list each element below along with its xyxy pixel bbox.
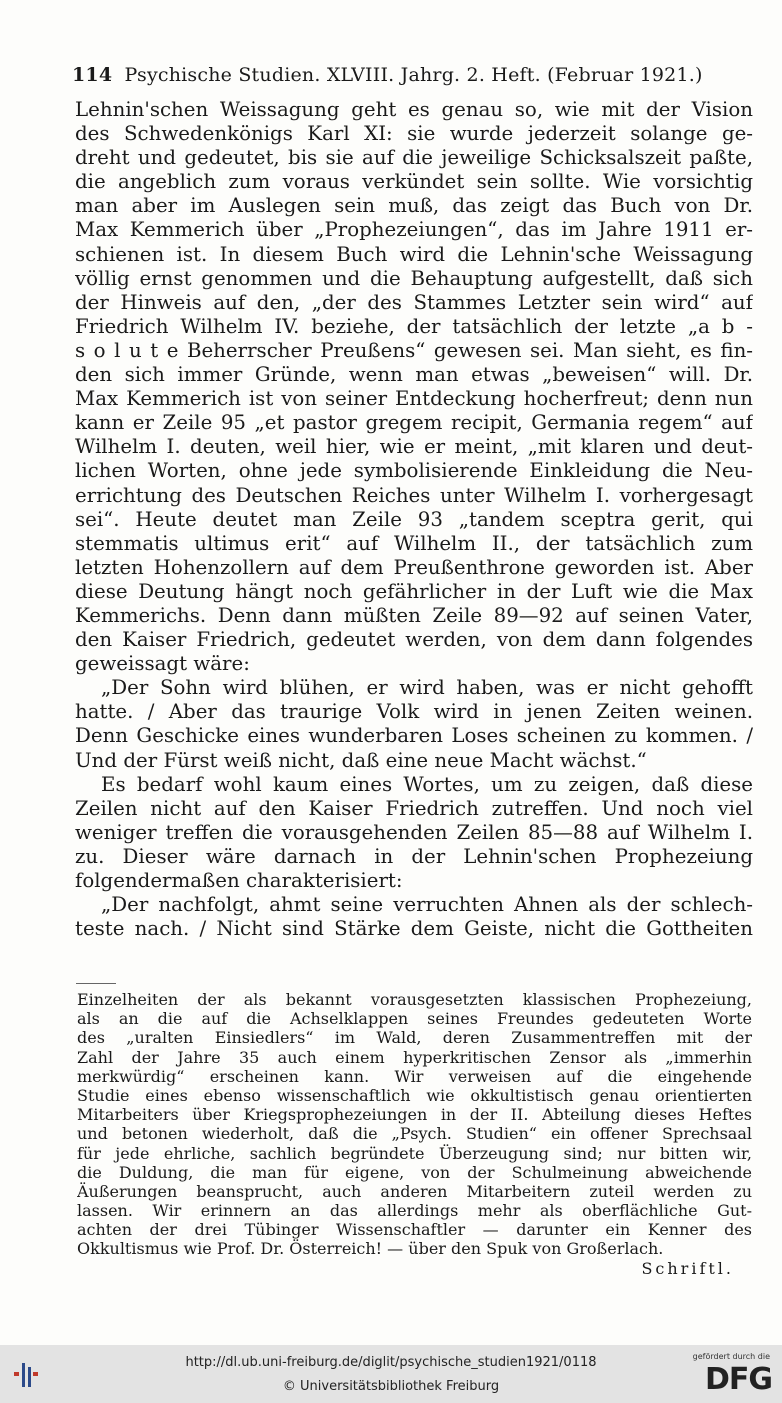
text-line: Kemmerichs. Denn dann müßten Zeile 89—92 auf seinen Vater, (75, 603, 753, 627)
text-line: Denn Geschicke eines wunderbaren Loses scheinen zu kommen. / (75, 724, 753, 748)
text-line: hatte. / Aber das traurige Volk wird in jenen Zeiten weinen. (75, 700, 753, 724)
copyright-notice: © Universitätsbibliothek Freiburg (282, 1379, 500, 1394)
text-line: kann er Zeile 95 „et pastor gregem recipit, Germania regem“ auf (75, 411, 753, 435)
text-line: den Kaiser Friedrich, gedeutet werden, von dem dann folgendes (75, 628, 753, 652)
footnote-line: achten der drei Tübinger Wissenschaftler — darunter ein Kenner des (77, 1220, 752, 1240)
text-line: weniger treffen die vorausgehenden Zeilen 85—88 auf Wilhelm I. (75, 820, 753, 844)
source-url[interactable]: http://dl.ub.uni-freiburg.de/diglit/psychische_studien1921/0118 (185, 1355, 597, 1370)
footnote-signature: Schriftl. (641, 1258, 734, 1278)
footnote-line: für jede ehrliche, sachlich begründete Überzeugung sind; nur bitten wir, (77, 1143, 752, 1163)
text-line: errichtung des Deutschen Reiches unter Wilhelm I. vorhergesagt (75, 483, 753, 507)
funding-note: gefördert durch die (692, 1352, 770, 1361)
footnote-line: Studie eines ebenso wissenschaftlich wie okkultistisch genau orientierten (77, 1085, 752, 1105)
text-line: Zeilen nicht auf den Kaiser Friedrich zutreffen. Und noch viel (75, 796, 753, 820)
text-line: Es bedarf wohl kaum eines Wortes, um zu zeigen, daß diese (101, 772, 753, 796)
text-line: s o l u t e Beherrscher Preußens“ gewesen sei. Man sieht, es fin- (75, 338, 753, 362)
text-line: Wilhelm I. deuten, weil hier, wie er meint, „mit klaren und deut- (75, 435, 753, 459)
footnote-text (77, 990, 752, 1278)
text-line: Lehnin'schen Weissagung geht es genau so, wie mit der Vision (75, 98, 753, 121)
text-line: schienen ist. In diesem Buch wird die Lehnin'sche Weissagung (75, 242, 753, 266)
text-line: „Der nachfolgt, ahmt seine verruchten Ahnen als der schlech- (101, 893, 753, 917)
footnote-line: merkwürdig“ erscheinen kann. Wir verweisen auf die eingehende (77, 1066, 752, 1086)
footnote-rule (76, 983, 116, 984)
footnote-line: und betonen wiederholt, daß die „Psych. Studien“ ein offener Sprechsaal (77, 1124, 752, 1144)
text-line: Max Kemmerich ist von seiner Entdeckung hocherfreut; denn nun (75, 387, 753, 411)
footnote-line: Einzelheiten der als bekannt vorausgesetzten klassischen Prophezeiung, (77, 990, 752, 1009)
text-line: völlig ernst genommen und die Behauptung aufgestellt, daß sich (75, 266, 753, 290)
footnote-line: Zahl der Jahre 35 auch einem hyperkritischen Zensor als „immerhin (77, 1047, 752, 1067)
page-number: 114 (72, 64, 113, 86)
text-line: geweissagt wäre: (75, 652, 250, 676)
footnote-line: als an die auf die Achselklappen seines Freundes gedeuteten Worte (77, 1009, 752, 1029)
text-line: Friedrich Wilhelm IV. beziehe, der tatsächlich der letzte „a b - (75, 314, 753, 338)
text-line: Max Kemmerich über „Prophezeiungen“, das im Jahre 1911 er- (75, 218, 753, 242)
footnote-line: Äußerungen beansprucht, auch anderen Mitarbeitern zuteil werden zu (77, 1181, 752, 1201)
text-line: Und der Fürst weiß nicht, daß eine neue Macht wächst.“ (75, 748, 647, 772)
viewer-footer (0, 1345, 782, 1403)
text-line: „Der Sohn wird blühen, er wird haben, was er nicht gehofft (101, 676, 753, 700)
text-line: die angeblich zum voraus verkündet sein sollte. Wie vorsichtig (75, 170, 753, 194)
running-title: Psychische Studien. XLVIII. Jahrg. 2. Heft. (Februar 1921.) (124, 64, 703, 86)
dfg-logo: DFG (704, 1362, 772, 1397)
text-line: dreht und gedeutet, bis sie auf die jeweilige Schicksalszeit paßte, (75, 146, 753, 170)
text-line: folgendermaßen charakterisiert: (75, 869, 403, 892)
text-line: diese Deutung hängt noch gefährlicher in der Luft wie die Max (75, 579, 753, 603)
running-header (72, 64, 703, 86)
text-line: letzten Hohenzollern auf dem Preußenthrone geworden ist. Aber (75, 555, 753, 579)
body-text (75, 98, 753, 941)
footnote-line: Mitarbeiters über Kriegsprophezeiungen in der II. Abteilung dieses Heftes (77, 1105, 752, 1125)
text-line: der Hinweis auf den, „der des Stammes Letzter sein wird“ auf (75, 290, 753, 314)
text-line: stemmatis ultimus erit“ auf Wilhelm II., der tatsächlich zum (75, 531, 753, 555)
text-line: den sich immer Gründe, wenn man etwas „beweisen“ will. Dr. (75, 363, 753, 387)
text-line: lichen Worten, ohne jede symbolisierende Einkleidung die Neu- (75, 459, 753, 483)
text-line: zu. Dieser wäre darnach in der Lehnin'schen Prophezeiung (75, 844, 753, 868)
text-line: man aber im Auslegen sein muß, das zeigt das Buch von Dr. (75, 194, 753, 218)
footnote-line: Okkultismus wie Prof. Dr. Österreich! — über den Spuk von Großerlach. (77, 1239, 664, 1259)
footnote-line: lassen. Wir erinnern an das allerdings mehr als oberflächliche Gut- (77, 1201, 752, 1221)
text-line: des Schwedenkönigs Karl XI: sie wurde jederzeit solange ge- (75, 122, 753, 146)
footnote-line: die Duldung, die man für eigene, von der Schulmeinung abweichende (77, 1162, 752, 1182)
text-line: sei“. Heute deutet man Zeile 93 „tandem sceptra gerit, qui (75, 507, 753, 531)
text-line: teste nach. / Nicht sind Stärke dem Geiste, nicht die Gottheiten (75, 917, 753, 941)
footnote-line: des „uralten Einsiedlers“ im Wald, deren Zusammentreffen mit der (77, 1028, 752, 1048)
